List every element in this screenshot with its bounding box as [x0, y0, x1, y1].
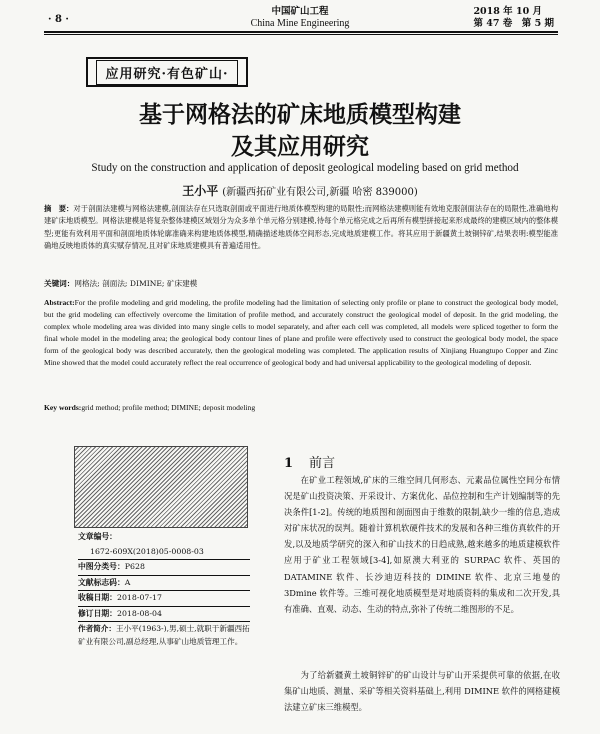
- column-tag-box: [86, 57, 248, 87]
- journal-name-en: China Mine Engineering: [250, 18, 350, 29]
- journal-name-cn: 中国矿山工程: [271, 6, 329, 17]
- issue-date: 2018 年 10 月: [473, 6, 543, 17]
- keywords-en-label: Key words:: [44, 403, 82, 412]
- author-line: [0, 182, 600, 199]
- column-tag: 应用研究·有色矿山·: [96, 60, 237, 85]
- abstract-cn-text: 对于剖面法建模与网格法建模,剖面法存在只选取剖面或平面进行地质体模型构建的局限性;而网格法建模则能有效地克服剖面法存在的局限性,准确地构建矿床地质模型。网格法建模是将复杂整体建模区域划分为众多单个单元格分别建模,待每个单元格完成之后再所有模型拼接起来形成最终的建模区域内的整体模型;更能有效利用平面和剖面地质体轮廓准确来构建地质体模型,精确描述地质体空间形态,完成地质建模工作。将其应用于新疆黄土坡铜锌矿,结果表明:模型能准确地反映地质体的真实赋存情况,且对矿床地质建模具有普遍适用性。: [44, 204, 559, 250]
- clc-value: P628: [124, 562, 145, 571]
- revised-label: 修订日期：: [78, 608, 117, 618]
- title-cn-line1: 基于网格法的矿床地质模型构建: [139, 102, 461, 128]
- abstract-en-label: Abstract:: [44, 298, 75, 307]
- abstract-cn: [44, 203, 558, 252]
- abstract-en-text: For the profile modeling and grid modeling, the profile modeling had the limitation of selecting only profile or plane to construct the geological body model, but the grid modeling can effectively overcome the limitation of profile method, and accurately construct the geological model of deposit. In the grid modeling, the complex whole modeling area was divided into many single cells to model separately, and after each cell was completed, all models were spliced together to form the final whole model in the modeling area; the geological body contour lines of plane and profile were effectively used to construct the geological body model, the space form of the geological body was described accurately, then the geological modeling was completed. The application results of Xinjiang Huangtupo Copper and Zinc Mine showed that the model could accurately reflect the real occurrence of geological body and had universal applicability to the geological modeling of deposit.: [44, 298, 558, 367]
- received-label: 收稿日期：: [78, 593, 117, 602]
- section-heading: [284, 452, 335, 471]
- article-info: [78, 530, 250, 648]
- revised-row: [78, 606, 250, 622]
- revised-value: 2018-08-04: [116, 608, 162, 618]
- header-rule-thin: [44, 34, 558, 35]
- keywords-cn-text: 网格法; 剖面法; DIMINE; 矿床建模: [74, 279, 198, 288]
- doc-label: 文献标志码：: [78, 577, 125, 587]
- received-value: 2018-07-17: [116, 593, 162, 602]
- keywords-cn: [44, 278, 558, 289]
- body-paragraph-2: 为了给新疆黄土坡铜锌矿的矿山设计与矿山开采提供可靠的依据,在收集矿山地质、测量、采矿等相关资料基础上,利用 DIMINE 软件的网格建模法建立矿床三维模型。: [284, 670, 560, 713]
- keywords-en: [44, 403, 558, 412]
- issue-volume: 第 47 卷 第 5 期: [473, 18, 554, 29]
- abstract-cn-label: 摘 要：: [44, 204, 74, 213]
- section-title: 前言: [309, 456, 336, 471]
- author-bio-label: 作者简介：: [78, 624, 116, 633]
- author-affiliation: (新疆西拓矿业有限公司,新疆 哈密 839000): [222, 187, 418, 198]
- article-number: 1672-609X(2018)05-0008-03: [90, 546, 204, 556]
- author-name: 王小平: [182, 184, 219, 198]
- section-number: 1: [284, 456, 294, 471]
- received-row: [78, 590, 250, 606]
- title-cn-line2: 及其应用研究: [231, 134, 369, 160]
- doc-value: A: [124, 577, 131, 587]
- clc-row: [78, 559, 250, 575]
- header-rule: [44, 31, 558, 33]
- hatched-figure-box: [74, 446, 248, 528]
- keywords-cn-label: 关键词：: [44, 279, 75, 288]
- clc-label: 中图分类号：: [78, 562, 125, 571]
- body-paragraph-1: 在矿业工程领域,矿床的三维空间几何形态、元素品位属性空间分布情况是矿山投资决策、开采设计、方案优化、品位控制和生产计划编制等的先决条件[1-2]。传统的地质图和剖面图由于维数的限制,缺少一维的信息,造成对矿床状况的误判。随着计算机软硬件技术的发展和各种三维仿真软件的开发,以及地质学研究的深入和矿山技术的日趋成熟,越来越多的地质建模软件应用于矿业工程领域[3-4],如原澳大利亚的 SURPAC 软件、英国的 DATAMINE 软件、长沙迪迈科技的 DIMINE 软件、北京三地曼的 3Dmine 软件等。三维可视化地质模型是对地质资料的集成和二次开发,具有准确、直观、动态、生动的特点,弥补了传统二维图形的不足。: [284, 475, 560, 614]
- issue-info: [473, 6, 554, 30]
- doc-row: [78, 575, 250, 591]
- keywords-en-text: grid method; profile method; DIMINE; deposit modeling: [81, 403, 256, 412]
- author-bio-row: [78, 621, 250, 648]
- page-number: · 8 ·: [48, 14, 69, 25]
- author-bio-text: 王小平(1963-),男,硕士,就职于新疆西拓矿业有限公司,副总经理,从事矿山地质管理工作。: [78, 624, 250, 646]
- article-number-label: 文章编号：: [78, 532, 117, 541]
- title-en: Study on the construction and application of deposit geological modeling based on grid method: [91, 162, 519, 174]
- abstract-en: [44, 297, 558, 368]
